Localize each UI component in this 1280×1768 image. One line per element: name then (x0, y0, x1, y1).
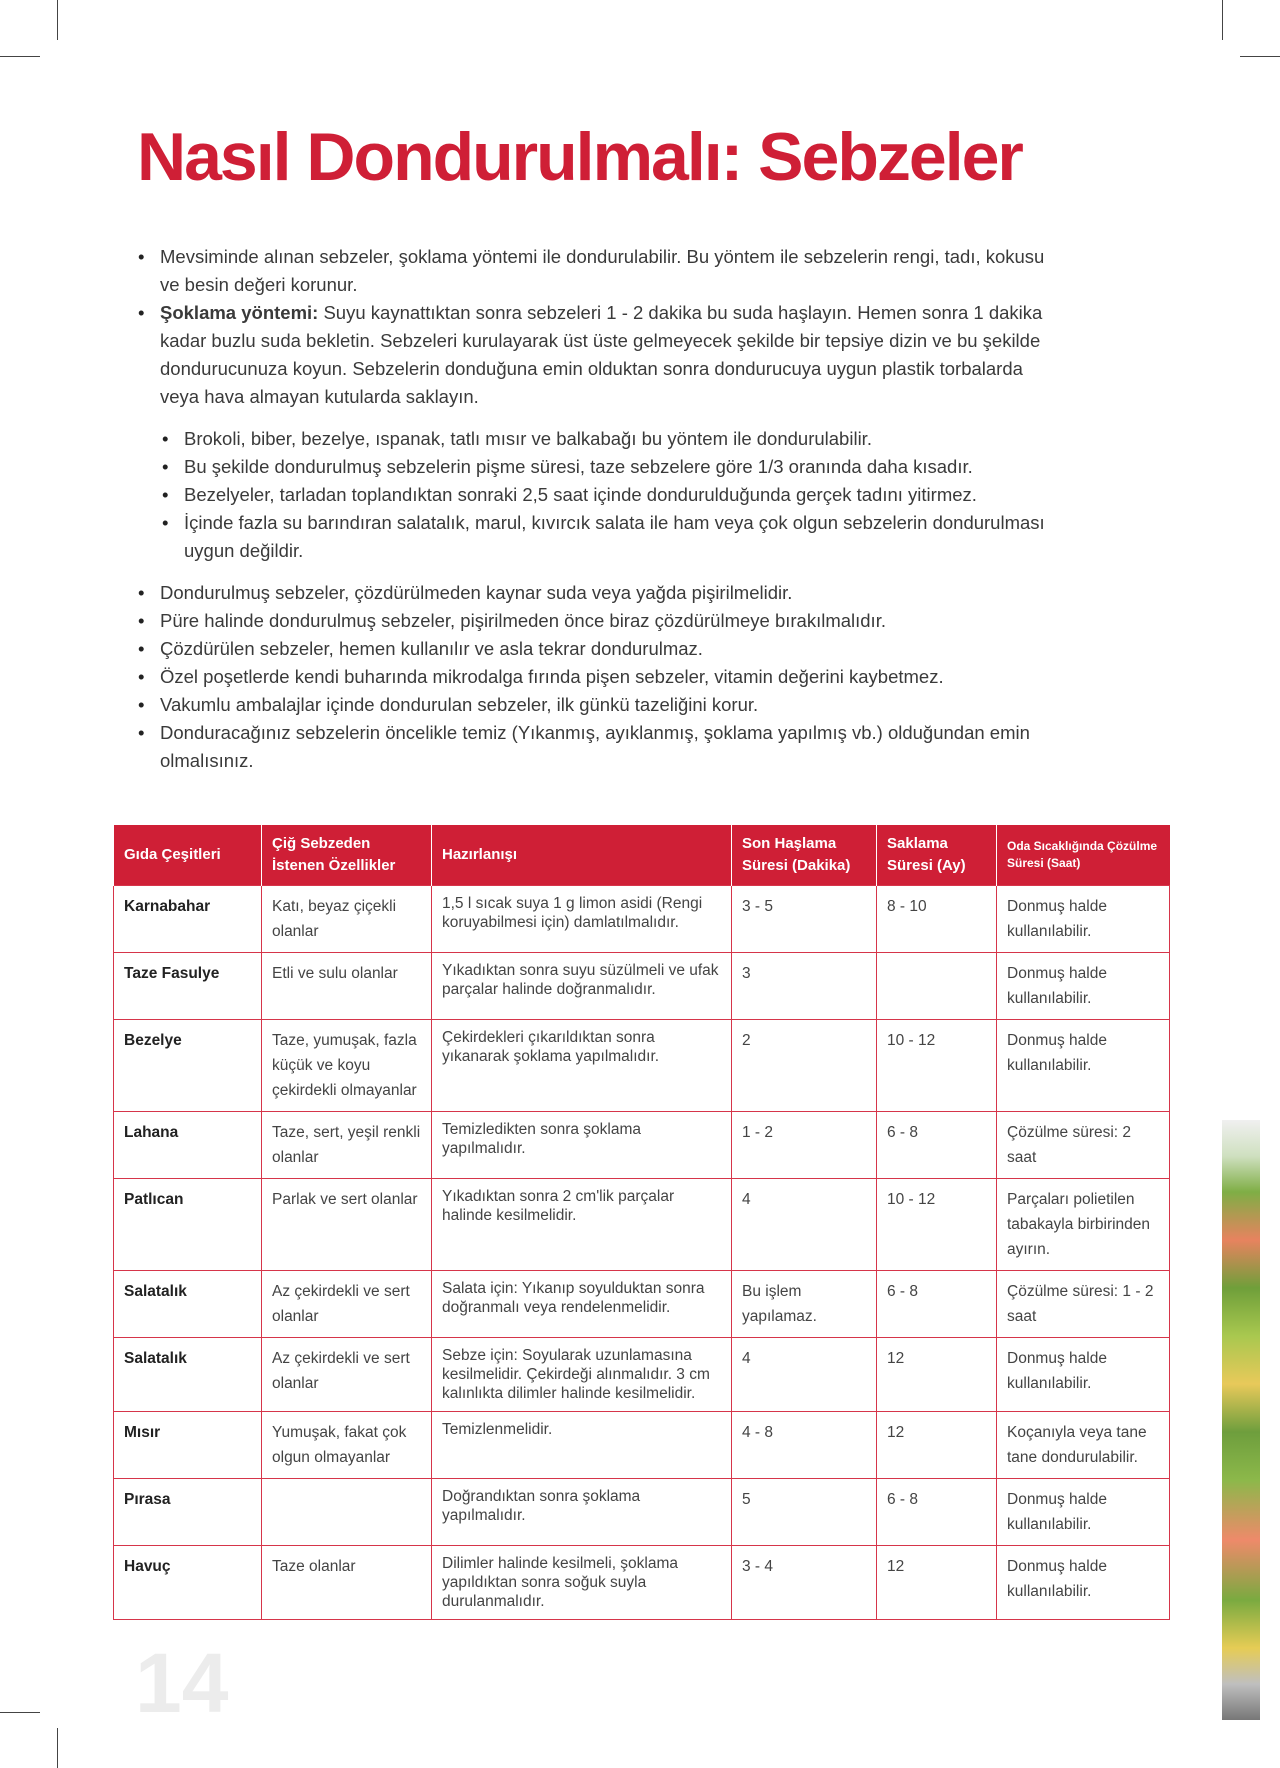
bullet-item (138, 299, 1058, 411)
table-cell: 12 (877, 1546, 997, 1620)
crop-mark (57, 1728, 58, 1768)
table-header-row (114, 825, 1170, 886)
table-cell: Çekirdekleri çıkarıldıktan sonra yıkanarak şoklama yapılmalıdır. (432, 1020, 732, 1112)
crop-mark (1222, 0, 1223, 40)
table-cell: Temizlenmelidir. (432, 1412, 732, 1479)
table-cell: Yıkadıktan sonra suyu süzülmeli ve ufak parçalar halinde doğranmalıdır. (432, 953, 732, 1020)
table-cell: Parçaları polietilen tabakayla birbirinden ayırın. (997, 1179, 1170, 1271)
column-header: Saklama Süresi (Ay) (877, 825, 997, 886)
food-name-cell: Karnabahar (114, 886, 262, 953)
table-row (114, 1412, 1170, 1479)
table-cell: Taze, yumuşak, fazla küçük ve koyu çekirdekli olmayanlar (262, 1020, 432, 1112)
bullet-list-bottom (138, 579, 1058, 775)
table-cell: Donmuş halde kullanılabilir. (997, 1338, 1170, 1412)
table-cell: Doğrandıktan sonra şoklama yapılmalıdır. (432, 1479, 732, 1546)
table-cell: 4 (732, 1179, 877, 1271)
table-row (114, 1271, 1170, 1338)
bullet-item (138, 243, 1058, 299)
table-cell: Dilimler halinde kesilmeli, şoklama yapıldıktan sonra soğuk suyla durulanmalıdır. (432, 1546, 732, 1620)
table-cell: Donmuş halde kullanılabilir. (997, 1020, 1170, 1112)
table-cell: 1 - 2 (732, 1112, 877, 1179)
table-cell: Az çekirdekli ve sert olanlar (262, 1271, 432, 1338)
crop-mark (1240, 56, 1280, 57)
table-cell: Yıkadıktan sonra 2 cm'lik parçalar halinde kesilmelidir. (432, 1179, 732, 1271)
column-header: Hazırlanışı (432, 825, 732, 886)
table-cell: Donmuş halde kullanılabilir. (997, 1546, 1170, 1620)
table-row (114, 1338, 1170, 1412)
food-name-cell: Lahana (114, 1112, 262, 1179)
table-cell: 10 - 12 (877, 1020, 997, 1112)
food-name-cell: Salatalık (114, 1338, 262, 1412)
crop-mark (0, 56, 40, 57)
table-cell: 4 (732, 1338, 877, 1412)
page-title: Nasıl Dondurulmalı: Sebzeler (137, 119, 1022, 195)
table-cell: Donmuş halde kullanılabilir. (997, 953, 1170, 1020)
table-cell: Salata için: Yıkanıp soyulduktan sonra doğranmalı veya rendelenmelidir. (432, 1271, 732, 1338)
table-cell: 6 - 8 (877, 1112, 997, 1179)
food-name-cell: Bezelye (114, 1020, 262, 1112)
bullet-item: • Donduracağınız sebzelerin öncelikle temiz (Yıkanmış, ayıklanmış, şoklama yapılmış vb.) olduğundan emin olmalısınız. (138, 719, 1058, 775)
column-header: Gıda Çeşitleri (114, 825, 262, 886)
table-row (114, 1546, 1170, 1620)
bullet-item: • Brokoli, biber, bezelye, ıspanak, tatlı mısır ve balkabağı bu yöntem ile dondurulabilir. (162, 425, 1058, 453)
bullet-item: • Vakumlu ambalajlar içinde dondurulan sebzeler, ilk günkü tazeliğini korur. (138, 691, 1058, 719)
bullet-item: • İçinde fazla su barındıran salatalık, marul, kıvırcık salata ile ham veya çok olgun sebzelerin dondurulması uygun değildir. (162, 509, 1058, 565)
bullet-item: • Dondurulmuş sebzeler, çözdürülmeden kaynar suda veya yağda pişirilmelidir. (138, 579, 1058, 607)
table-cell: Temizledikten sonra şoklama yapılmalıdır. (432, 1112, 732, 1179)
table-row (114, 1179, 1170, 1271)
table-cell: 1,5 l sıcak suya 1 g limon asidi (Rengi koruyabilmesi için) damlatılmalıdır. (432, 886, 732, 953)
frozen-vegetables-image (1222, 1120, 1260, 1720)
table-row (114, 1020, 1170, 1112)
table-cell: Donmuş halde kullanılabilir. (997, 1479, 1170, 1546)
bullet-item: • Bu şekilde dondurulmuş sebzelerin pişme süresi, taze sebzelere göre 1/3 oranında daha kısadır. (162, 453, 1058, 481)
bullet-item: • Püre halinde dondurulmuş sebzeler, pişirilmeden önce biraz çözdürülmeye bırakılmalıdır. (138, 607, 1058, 635)
table-cell: Taze olanlar (262, 1546, 432, 1620)
table-row (114, 1112, 1170, 1179)
bullet-list-top (138, 243, 1058, 411)
bullet-bold: Şoklama yöntemi: (160, 302, 319, 323)
bullet-text: Suyu kaynattıktan sonra sebzeleri 1 - 2 dakika bu suda haşlayın. Hemen sonra 1 dakika kadar buzlu suda bekletin. Sebzeleri kurulayarak üst üste gelmeyecek şekilde bir tepsiye dizin ve bu şekilde dondurucunuza koyun. Sebzelerin donduğuna emin olduktan sonra dondurucuya uygun plastik torbalarda veya hava almayan kutularda saklayın. (160, 302, 1043, 407)
table-row (114, 953, 1170, 1020)
table-cell (262, 1479, 432, 1546)
table-cell: 2 (732, 1020, 877, 1112)
column-header: Oda Sıcaklığında Çözülme Süresi (Saat) (997, 825, 1170, 886)
food-name-cell: Salatalık (114, 1271, 262, 1338)
table-cell: Donmuş halde kullanılabilir. (997, 886, 1170, 953)
food-name-cell: Taze Fasulye (114, 953, 262, 1020)
freezing-table (113, 825, 1170, 1620)
bullet-item: • Özel poşetlerde kendi buharında mikrodalga fırında pişen sebzeler, vitamin değerini kaybetmez. (138, 663, 1058, 691)
table-cell: Etli ve sulu olanlar (262, 953, 432, 1020)
table-cell: Taze, sert, yeşil renkli olanlar (262, 1112, 432, 1179)
table-cell: 3 (732, 953, 877, 1020)
table-row (114, 1479, 1170, 1546)
table-cell: Az çekirdekli ve sert olanlar (262, 1338, 432, 1412)
table-row (114, 886, 1170, 953)
table-cell: 12 (877, 1412, 997, 1479)
body-text (138, 243, 1058, 775)
table-cell: Yumuşak, fakat çok olgun olmayanlar (262, 1412, 432, 1479)
crop-mark (0, 1712, 40, 1713)
table-cell: 3 - 4 (732, 1546, 877, 1620)
table-cell: Koçanıyla veya tane tane dondurulabilir. (997, 1412, 1170, 1479)
table-cell: 4 - 8 (732, 1412, 877, 1479)
table-cell: Katı, beyaz çiçekli olanlar (262, 886, 432, 953)
bullet-item: • Çözdürülen sebzeler, hemen kullanılır ve asla tekrar dondurulmaz. (138, 635, 1058, 663)
table-cell: 5 (732, 1479, 877, 1546)
bullet-item: • Bezelyeler, tarladan toplandıktan sonraki 2,5 saat içinde dondurulduğunda gerçek tadını yitirmez. (162, 481, 1058, 509)
table-cell: Çözülme süresi: 1 - 2 saat (997, 1271, 1170, 1338)
food-name-cell: Patlıcan (114, 1179, 262, 1271)
table-cell: 6 - 8 (877, 1271, 997, 1338)
table-cell: Bu işlem yapılamaz. (732, 1271, 877, 1338)
table-cell: 8 - 10 (877, 886, 997, 953)
column-header: Çiğ Sebzeden İstenen Özellikler (262, 825, 432, 886)
bullet-text: Mevsiminde alınan sebzeler, şoklama yöntemi ile dondurulabilir. Bu yöntem ile sebzelerin rengi, tadı, kokusu ve besin değeri korunur. (160, 246, 1045, 295)
table-cell: Parlak ve sert olanlar (262, 1179, 432, 1271)
food-name-cell: Havuç (114, 1546, 262, 1620)
table-cell: 10 - 12 (877, 1179, 997, 1271)
crop-mark (57, 0, 58, 40)
table-cell: Çözülme süresi: 2 saat (997, 1112, 1170, 1179)
table-cell: Sebze için: Soyularak uzunlamasına kesilmelidir. Çekirdeği alınmalıdır. 3 cm kalınlıkta dilimler halinde kesilmelidir. (432, 1338, 732, 1412)
table-cell: 12 (877, 1338, 997, 1412)
table-cell (877, 953, 997, 1020)
food-name-cell: Mısır (114, 1412, 262, 1479)
bullet-list-sub (162, 425, 1058, 565)
page-number: 14 (135, 1636, 229, 1730)
table-cell: 6 - 8 (877, 1479, 997, 1546)
table-cell: 3 - 5 (732, 886, 877, 953)
column-header: Son Haşlama Süresi (Dakika) (732, 825, 877, 886)
food-name-cell: Pırasa (114, 1479, 262, 1546)
